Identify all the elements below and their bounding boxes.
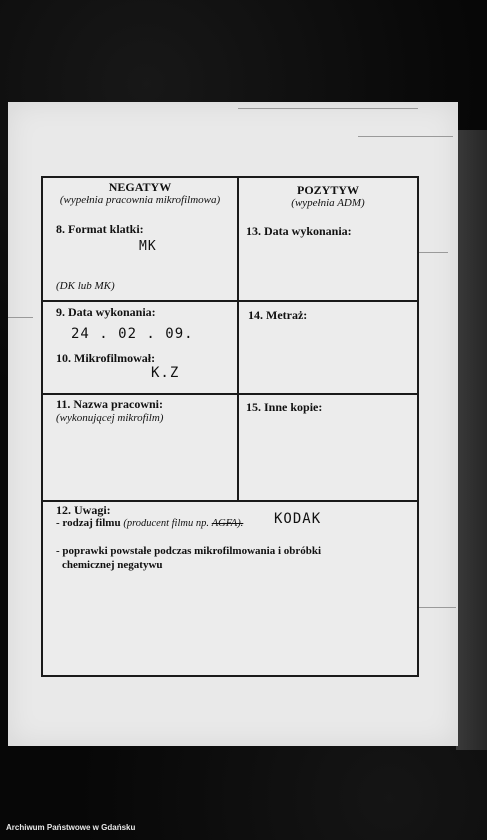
format-note: (DK lub MK)	[56, 280, 115, 292]
scan-streak	[358, 136, 453, 137]
row-divider	[43, 300, 417, 302]
row-divider	[43, 393, 417, 395]
operator-value: K.Z	[151, 365, 180, 381]
scan-streak	[418, 607, 456, 608]
scanned-sheet	[8, 102, 458, 746]
pozytyw-title: POZYTYW	[296, 183, 359, 197]
corrections-line-1: - poprawki powstałe podczas mikrofilmowania i obróbki	[56, 545, 322, 557]
film-type-line	[56, 517, 243, 529]
lab-name-note: (wykonującej mikrofilm)	[56, 412, 164, 424]
negatyw-title: NEGATYW	[108, 180, 172, 194]
negatyw-subtitle: (wypełnia pracownia mikrofilmowa)	[59, 194, 221, 206]
archive-footer: Archiwum Państwowe w Gdańsku	[6, 823, 136, 832]
lab-name-label: 11. Nazwa pracowni:	[56, 397, 163, 411]
other-copies-label: 15. Inne kopie:	[246, 400, 323, 414]
film-type-value: KODAK	[274, 511, 322, 527]
film-edge	[456, 130, 487, 750]
remarks-label: 12. Uwagi:	[56, 503, 111, 517]
metraz-label: 14. Metraż:	[248, 308, 308, 322]
film-type-hint: (producent filmu np.	[123, 518, 209, 529]
operator-label: 10. Mikrofilmował:	[56, 351, 156, 365]
film-type-label: - rodzaj filmu	[56, 517, 121, 529]
negative-date-label: 9. Data wykonania:	[56, 305, 156, 319]
scan-streak	[238, 108, 418, 109]
scan-streak	[8, 317, 33, 318]
microfilm-form	[41, 176, 419, 677]
positive-date-label: 13. Data wykonania:	[246, 224, 352, 238]
row-divider	[43, 500, 417, 502]
corrections-line-2: chemicznej negatywu	[62, 559, 163, 571]
pozytyw-subtitle: (wypełnia ADM)	[291, 197, 365, 209]
format-value: MK	[139, 239, 157, 254]
format-label: 8. Format klatki:	[56, 222, 144, 236]
film-type-struck: AGFA).	[211, 518, 244, 529]
column-divider	[237, 178, 239, 500]
negative-date-value: 24 . 02 . 09.	[71, 326, 194, 342]
